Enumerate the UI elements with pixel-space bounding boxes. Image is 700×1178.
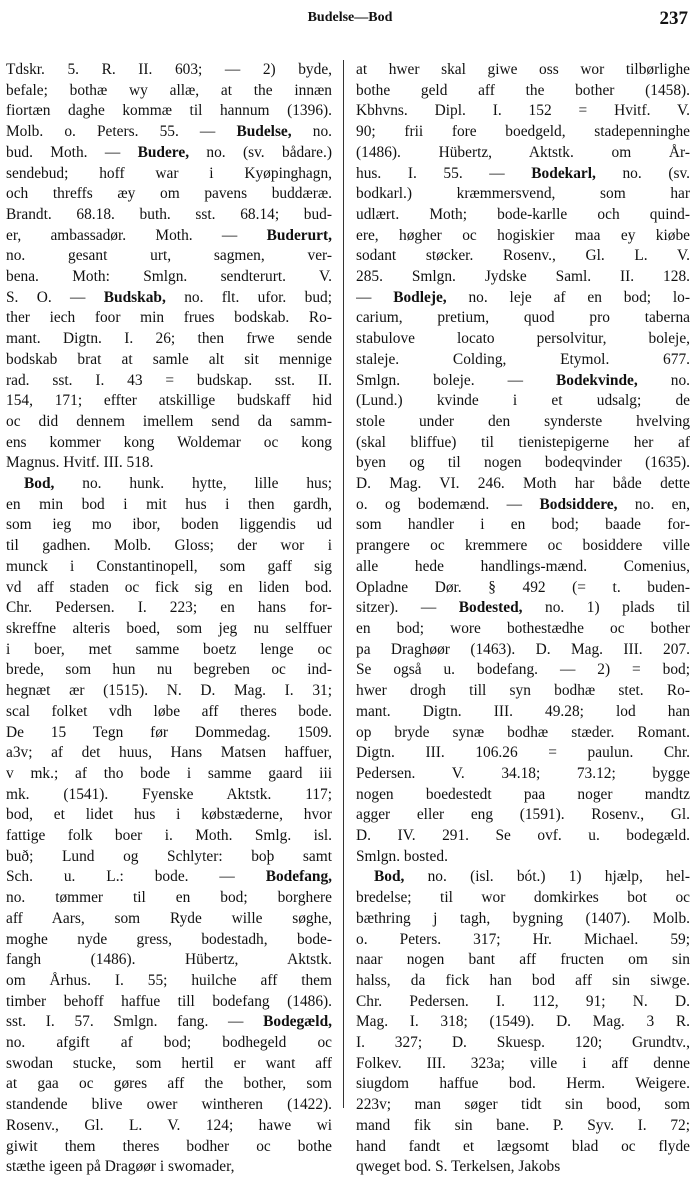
- line-text: hwer drogh till syn bodhæ stet. Ro-: [356, 682, 690, 700]
- text-line: [6, 743, 332, 764]
- text-line: [356, 847, 690, 868]
- line-text: er, ambassadør. Moth. —: [6, 226, 267, 244]
- headword: Bod,: [374, 868, 405, 886]
- line-text: rad. sst. I. 43 = budskap. sst. II.: [6, 371, 332, 389]
- line-text: moghe nyde gress, bodestadh, bode-: [6, 930, 332, 948]
- line-text-after: no. en,: [617, 495, 690, 513]
- line-text: fattige folk boer i. Moth. Smlg. isl.: [6, 827, 332, 845]
- line-text-after: no. leje af en bod; lo-: [446, 288, 690, 306]
- headword: Budelse,: [236, 123, 292, 141]
- line-text: bæthring j tagh, bygning (1407). Molb.: [356, 909, 690, 927]
- line-text: Rosenv., Gl. L. V. 124; hawe wi: [6, 1116, 332, 1134]
- text-line: [6, 909, 332, 930]
- line-text: 90; frii fore boedgeld, stadepenninghe: [356, 123, 690, 141]
- line-text: hegnæt ær (1515). N. D. Mag. I. 31;: [6, 682, 332, 700]
- line-text: no. afgift af bod; bodhegeld oc: [6, 1034, 332, 1052]
- line-text: —: [356, 288, 394, 306]
- text-line: [6, 702, 332, 723]
- line-text: siugdom haffue bod. Herm. Weigere.: [356, 1075, 690, 1093]
- line-text: Kbhvns. Dipl. I. 152 = Hvitf. V.: [356, 102, 690, 120]
- line-text: ens kommer kong Woldemar oc kong: [6, 433, 332, 451]
- line-text: Molb. o. Peters. 55. —: [6, 123, 237, 141]
- text-line: [356, 909, 690, 930]
- text-line: [6, 681, 332, 702]
- text-line: [356, 433, 690, 454]
- line-text: 154, 171; effter atskillige budskaff hid: [6, 392, 332, 410]
- line-text: ther iech foor min frues bodskab. Ro-: [6, 309, 332, 327]
- text-line: [356, 308, 690, 329]
- line-text: Brandt. 68.18. buth. sst. 68.14; bud-: [6, 205, 332, 223]
- line-text: Chr. Pedersen. I. 223; en hans for-: [6, 599, 332, 617]
- line-text: stole under den synderste hvelving: [356, 412, 690, 430]
- line-text: bud. Moth. —: [6, 143, 138, 161]
- line-text: swodan stucke, som hertil er want aff: [6, 1054, 332, 1072]
- line-text-after: no. (sv.: [595, 164, 690, 182]
- text-line: [356, 101, 690, 122]
- headword: Budere,: [137, 143, 190, 161]
- line-text-after: no.: [637, 371, 690, 389]
- line-text: oc did dennem imellem send da samm-: [6, 412, 332, 430]
- text-line: [6, 308, 332, 329]
- line-text: no. gesant urt, sagmen, ver-: [6, 247, 332, 265]
- text-line: [356, 226, 690, 247]
- headword: Bodekvinde,: [556, 371, 638, 389]
- text-line: [356, 1074, 690, 1095]
- line-text: Digtn. III. 106.26 = paulun. Chr.: [356, 744, 690, 762]
- text-line: [356, 557, 690, 578]
- text-line: [356, 805, 690, 826]
- text-line: [6, 453, 332, 474]
- text-line: [356, 184, 690, 205]
- text-line: [6, 867, 332, 888]
- text-line: [356, 536, 690, 557]
- text-line: [6, 598, 332, 619]
- line-text: til gadhen. Molb. Gloss; der wor i: [6, 537, 332, 555]
- text-line: [6, 805, 332, 826]
- text-line: [356, 350, 690, 371]
- text-line: [356, 1137, 690, 1158]
- headword: Bodekarl,: [531, 164, 596, 182]
- line-text: sodant støcker. Rosenv., Gl. L. V.: [356, 247, 690, 265]
- text-line: [6, 1012, 332, 1033]
- line-text: munck i Constantinopell, som gaff sig: [6, 557, 332, 575]
- line-text: Folkev. III. 323a; ville i aff denne: [356, 1054, 690, 1072]
- text-line: [356, 764, 690, 785]
- text-line: [6, 723, 332, 744]
- line-text: bod, et lidet hus i købstæderne, hvor: [6, 806, 332, 824]
- text-line: [6, 288, 332, 309]
- line-text: Chr. Pedersen. I. 112, 91; N. D.: [356, 992, 690, 1010]
- text-line: [6, 1054, 332, 1075]
- text-line: [6, 619, 332, 640]
- line-text: no. tømmer til en bod; borghere: [6, 889, 332, 907]
- line-text: (Lund.) kvinde i et udsalg; de: [356, 392, 690, 410]
- text-line: [6, 391, 332, 412]
- line-text: at gaa oc gøres aff the bother, som: [6, 1075, 332, 1093]
- text-line: [6, 950, 332, 971]
- text-line: [6, 101, 332, 122]
- text-line: [6, 660, 332, 681]
- line-text: byen og til nogen bodeqvinder (1635).: [356, 454, 690, 472]
- text-line: [356, 474, 690, 495]
- text-line: [356, 619, 690, 640]
- text-line: [6, 412, 332, 433]
- text-line: [356, 640, 690, 661]
- line-text: scal folket vdh løbe aff theres bode.: [6, 702, 332, 720]
- line-text-after: no. flt. ufor. bud;: [165, 288, 332, 306]
- text-line: [6, 226, 332, 247]
- text-line: [6, 433, 332, 454]
- line-text: I. 327; D. Skuesp. 120; Grundtv.,: [356, 1034, 690, 1052]
- line-text: prangere oc kremmere oc bosiddere ville: [356, 537, 690, 555]
- page-number: 237: [659, 8, 688, 29]
- line-text: a3v; af det huus, Hans Matsen haffuer,: [6, 744, 332, 762]
- text-line: [356, 785, 690, 806]
- page-header: [0, 10, 700, 34]
- line-text: staleje. Colding, Etymol. 677.: [356, 350, 690, 368]
- text-line: [6, 1033, 332, 1054]
- line-text: at hwer skal giwe oss wor tilbørlighe: [356, 61, 690, 78]
- line-text: bredelse; til wor domkirkes bot oc: [356, 889, 690, 907]
- text-line: [6, 536, 332, 557]
- text-line: [356, 1054, 690, 1075]
- line-text: en min bod i mit hus i then gardh,: [6, 495, 332, 513]
- text-line: [356, 60, 690, 81]
- text-line: [356, 391, 690, 412]
- text-line: [6, 122, 332, 143]
- line-text-after: no. (sv. bådare.): [189, 143, 332, 161]
- line-text: o. og bodemænd. —: [356, 495, 540, 513]
- line-text: op bryde synæ bodhæ stæder. Romant.: [356, 723, 690, 741]
- line-text: Mag. I. 318; (1549). D. Mag. 3 R.: [356, 1013, 690, 1031]
- text-line: [356, 826, 690, 847]
- text-line: [356, 453, 690, 474]
- text-line: [356, 702, 690, 723]
- line-text: Se også u. bodefang. — 2) = bod;: [356, 661, 690, 679]
- line-text: Pedersen. V. 34.18; 73.12; bygge: [356, 764, 690, 782]
- line-text: bodkarl.) kræmmersvend, som har: [356, 185, 690, 203]
- line-text: nogen boedestedt paa noger mandtz: [356, 785, 690, 803]
- line-text: bena. Moth: Smlgn. sendterurt. V.: [6, 268, 332, 286]
- headword: Bodested,: [458, 599, 523, 617]
- line-text: Smlgn. bosted.: [356, 847, 448, 865]
- headword: Buderurt,: [266, 226, 332, 244]
- text-line: [356, 660, 690, 681]
- text-line: [6, 847, 332, 868]
- text-line: [356, 578, 690, 599]
- line-text: carium, pretium, quod pro taberna: [356, 309, 690, 327]
- text-line: [6, 992, 332, 1013]
- text-line: [356, 371, 690, 392]
- text-line: [356, 412, 690, 433]
- text-line: [6, 1074, 332, 1095]
- text-line: [6, 60, 332, 81]
- line-text: i boer, met samme boetz lenge oc: [6, 640, 332, 658]
- text-line: [356, 81, 690, 102]
- text-line: [6, 350, 332, 371]
- text-line: [356, 1012, 690, 1033]
- text-line: [6, 930, 332, 951]
- line-text: Smlgn. boleje. —: [356, 371, 557, 389]
- text-line: [356, 122, 690, 143]
- line-text: stabulove locato persolvitur, boleje,: [356, 330, 690, 348]
- line-text: sendebud; hoff war i Kyøpinghagn,: [6, 164, 332, 182]
- text-line: [356, 598, 690, 619]
- text-line: [6, 971, 332, 992]
- line-text: udlært. Moth; bode-karlle och quind-: [356, 205, 690, 223]
- text-line: [356, 1157, 690, 1178]
- line-text: S. O. —: [6, 288, 104, 306]
- line-text: giwit them theres bodher oc bothe: [6, 1137, 332, 1155]
- text-line: [6, 1137, 332, 1158]
- text-line: [6, 764, 332, 785]
- text-line: [356, 329, 690, 350]
- line-text: o. Peters. 317; Hr. Michael. 59;: [356, 930, 690, 948]
- text-line: [356, 205, 690, 226]
- line-text-after: no.: [291, 123, 332, 141]
- line-text: qweget bod. S. Terkelsen, Jakobs: [356, 1158, 561, 1176]
- line-text: 223v; man søger tidt sin bood, som: [356, 1096, 690, 1114]
- line-text: fangh (1486). Hübertz, Aktstk.: [6, 951, 332, 969]
- line-text-after: no. hunk. hytte, lille hus;: [54, 475, 332, 493]
- line-text: en bod; wore bothestædhe oc bother: [356, 619, 690, 637]
- line-text-after: no. (isl. bót.) 1) hjælp, hel-: [404, 868, 690, 886]
- line-text-after: no. 1) plads til: [522, 599, 690, 617]
- text-line: [356, 743, 690, 764]
- text-line: [356, 950, 690, 971]
- line-text: som handler i en bod; baade for-: [356, 516, 690, 534]
- text-line: [6, 1116, 332, 1137]
- text-line: [356, 1095, 690, 1116]
- line-text: timber behoff haffue till bodefang (1486).: [6, 992, 332, 1010]
- running-head: Budelse—Bod: [307, 10, 393, 25]
- text-line: [6, 267, 332, 288]
- line-text: befale; bothæ wy allæ, at the innæn: [6, 81, 332, 99]
- text-line: [6, 640, 332, 661]
- text-line: [6, 515, 332, 536]
- text-line: [356, 515, 690, 536]
- line-text: Magnus. Hvitf. III. 518.: [6, 454, 154, 472]
- line-text: standende blive ower wintheren (1422).: [6, 1096, 332, 1114]
- text-line: [356, 267, 690, 288]
- text-line: [356, 1033, 690, 1054]
- line-text: bodskab brat at samle alt sit mennige: [6, 350, 332, 368]
- text-line: [356, 971, 690, 992]
- line-text: (1486). Hübertz, Aktstk. om År-: [356, 143, 690, 161]
- text-line: [356, 992, 690, 1013]
- headword: Budskab,: [103, 288, 166, 306]
- headword: Bodleje,: [393, 288, 447, 306]
- text-line: [6, 557, 332, 578]
- line-text: ere, høgher oc hogiskier maa ey kiøbe: [356, 226, 690, 244]
- text-line: [6, 329, 332, 350]
- line-text: bothe geld aff the bother (1458).: [356, 81, 690, 99]
- line-text: om Århus. I. 55; huilche aff them: [6, 971, 332, 989]
- text-line: [356, 888, 690, 909]
- line-text: v mk.; af tho bode i samme gaard iii: [6, 764, 332, 782]
- line-text: som ieg mo ibor, boden liggendis ud: [6, 516, 332, 534]
- text-line: [356, 681, 690, 702]
- line-text: alle hede handlings-mænd. Comenius,: [356, 557, 690, 575]
- line-text: mand fik sin bane. P. Syv. I. 72;: [356, 1116, 690, 1134]
- text-line: [356, 143, 690, 164]
- line-text: vd aff staden oc fick sig en liden bod.: [6, 578, 332, 596]
- line-text: sitzer). —: [356, 599, 459, 617]
- line-text: Opladne Dør. § 492 (= t. buden-: [356, 578, 690, 596]
- line-text: brede, som hun nu begreben oc ind-: [6, 661, 332, 679]
- line-text: stæthe igeen på Dragøør i swomader,: [6, 1158, 235, 1176]
- line-text: D. Mag. VI. 246. Moth har både dette: [356, 475, 690, 493]
- line-text: mant. Digtn. I. 26; then frwe sende: [6, 330, 332, 348]
- text-line: [6, 205, 332, 226]
- text-line: [6, 81, 332, 102]
- line-text: mant. Digtn. III. 49.28; lod han: [356, 702, 690, 720]
- text-line: [356, 288, 690, 309]
- line-text: och threffs æy om pavens buddæræ.: [6, 185, 332, 203]
- line-text: pa Draghøør (1463). D. Mag. III. 207.: [356, 640, 690, 658]
- line-text: skreffne alteris boed, som jeg nu selffuer: [6, 619, 332, 637]
- text-line: [6, 143, 332, 164]
- line-text: fiortæn daghe kommæ til hannum (1396).: [6, 102, 332, 120]
- line-text: D. IV. 291. Se ovf. u. bodegæld.: [356, 827, 690, 845]
- line-text: sst. I. 57. Smlgn. fang. —: [6, 1013, 264, 1031]
- text-line: [356, 495, 690, 516]
- line-text: De 15 Tegn før Dommedag. 1509.: [6, 723, 332, 741]
- line-text: aff Aars, som Ryde wille søghe,: [6, 909, 332, 927]
- headword: Bod,: [24, 475, 55, 493]
- text-line: [6, 578, 332, 599]
- line-text: halss, da fick han bod aff sin siwge.: [356, 971, 690, 989]
- line-text: (skal bliffue) til tienistepigerne her af: [356, 433, 690, 451]
- line-text: Sch. u. L.: bode. —: [6, 868, 266, 886]
- text-line: [6, 495, 332, 516]
- text-line: [6, 184, 332, 205]
- text-line: [356, 930, 690, 951]
- text-line: [6, 246, 332, 267]
- text-line: [6, 474, 332, 495]
- text-line: [6, 826, 332, 847]
- headword: Bodsiddere,: [539, 495, 618, 513]
- text-line: [6, 1095, 332, 1116]
- text-line: [356, 164, 690, 185]
- text-line: [6, 1157, 332, 1178]
- line-text: agger eller eng (1591). Rosenv., Gl.: [356, 806, 690, 824]
- line-text: naar nogen bant aff fructen om sin: [356, 951, 690, 969]
- text-line: [356, 867, 690, 888]
- line-text: buð; Lund og Schlyter: boþ samt: [6, 847, 332, 865]
- line-text: hand fandt et lægsomt blad oc flyde: [356, 1137, 690, 1155]
- text-line: [6, 371, 332, 392]
- text-line: [6, 785, 332, 806]
- right-column: [356, 60, 690, 1176]
- text-line: [6, 888, 332, 909]
- text-line: [356, 723, 690, 744]
- text-line: [6, 164, 332, 185]
- left-column: [6, 60, 332, 1176]
- headword: Bodegæld,: [263, 1013, 332, 1031]
- line-text: mk. (1541). Fyenske Aktstk. 117;: [6, 785, 332, 803]
- line-text: hus. I. 55. —: [356, 164, 532, 182]
- line-text: Tdskr. 5. R. II. 603; — 2) byde,: [6, 61, 332, 78]
- text-line: [356, 1116, 690, 1137]
- column-divider: [343, 60, 344, 1108]
- headword: Bodefang,: [265, 868, 332, 886]
- line-text: 285. Smlgn. Jydske Saml. II. 128.: [356, 268, 690, 286]
- text-line: [356, 246, 690, 267]
